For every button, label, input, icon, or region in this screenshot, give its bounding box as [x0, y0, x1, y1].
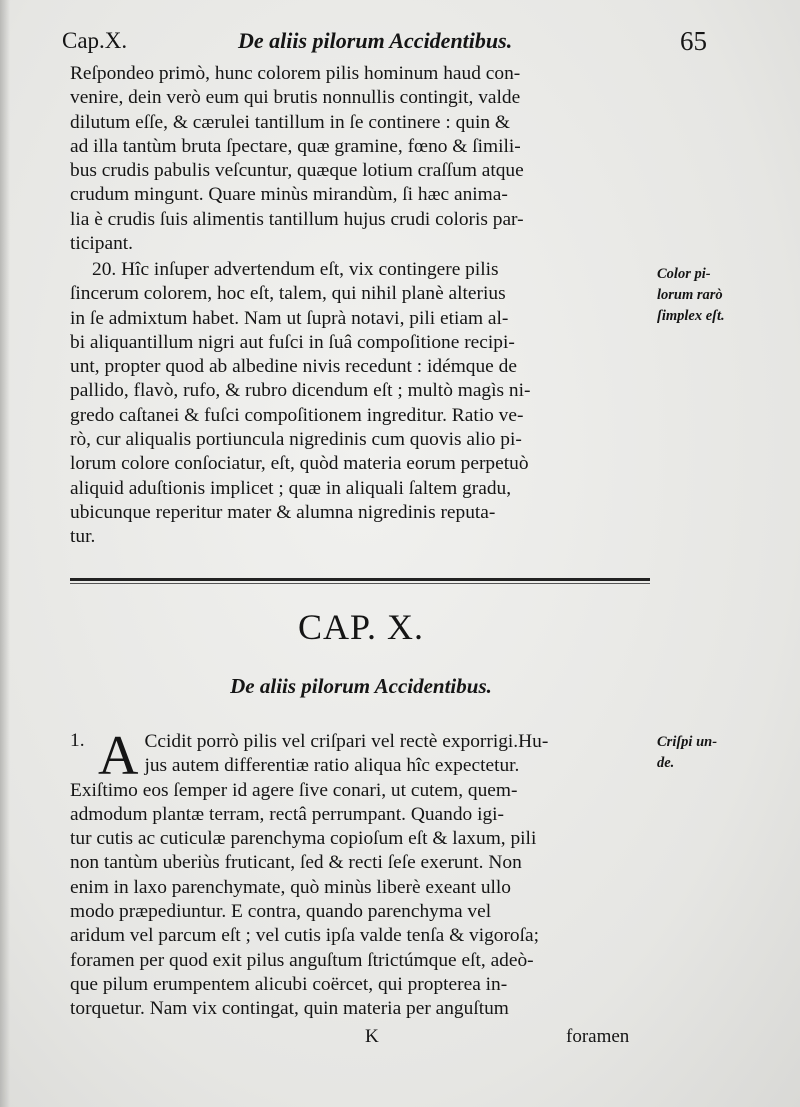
- text-line: bi aliquantillum nigri aut fuſci in ſuâ compoſitione recipi-: [70, 331, 515, 353]
- margin-note-line: lorum rarò: [657, 287, 723, 303]
- margin-note-line: Criſpi un-: [657, 734, 718, 750]
- text-line: ſincerum colorem, hoc eſt, talem, qui nihil planè alterius: [70, 283, 506, 305]
- text-line: Reſpondeo primò, hunc colorem pilis hominum haud con-: [70, 63, 521, 84]
- page-edge-shadow: [0, 0, 10, 1107]
- text-line: bus crudis pabulis veſcuntur, quæque lotium craſſum atque: [70, 160, 524, 182]
- text-line: 20. Hîc inſuper advertendum eſt, vix contingere pilis: [92, 259, 499, 280]
- text-line: aridum vel parcum eſt ; vel cutis ipſa valde tenſa & vigoroſa;: [70, 925, 540, 947]
- drop-cap: A: [98, 725, 139, 787]
- margin-note-color: [657, 264, 757, 327]
- text-line: in ſe admixtum habet. Nam ut ſuprà notavi, pili etiam al-: [70, 307, 509, 329]
- text-line: dilutum eſſe, & cærulei tantillum in ſe continere : quin &: [70, 111, 510, 133]
- text-line: tur.: [70, 526, 96, 548]
- paragraph-number: 1.: [70, 730, 85, 751]
- text-line: ad illa tantùm bruta ſpectare, quæ gramine, fœno & ſimili-: [70, 135, 521, 157]
- text-line: admodum plantæ terram, rectâ perrumpant. Quando igi-: [70, 803, 504, 825]
- paragraph-1: [70, 62, 652, 256]
- margin-note-crispi: [657, 732, 757, 774]
- text-line: torquetur. Nam vix contingat, quin materia per anguſtum: [70, 998, 509, 1020]
- paragraph-3: [70, 725, 652, 1022]
- text-line: gredo caſtanei & fuſci compoſitionem ingreditur. Ratio ve-: [70, 404, 524, 426]
- chapter-subtitle: De aliis pilorum Accidentibus.: [230, 674, 492, 698]
- text-line: foramen per quod exit pilus anguſtum ſtrictúmque eſt, adeò-: [70, 949, 534, 971]
- text-line: pallido, flavò, rufo, & rubro dicendum eſt ; multò magìs ni-: [70, 380, 531, 402]
- section-rule-thin: [70, 583, 650, 584]
- header-title: De aliis pilorum Accidentibus.: [238, 28, 513, 53]
- paragraph-2: [70, 258, 652, 550]
- text-line: crudum mingunt. Quare minùs mirandùm, ſi hæc anima-: [70, 184, 508, 206]
- running-header: [62, 26, 722, 58]
- text-line: aliquid aduſtionis implicet ; quæ in aliquali ſaltem gradu,: [70, 477, 512, 499]
- text-line: modo præpediuntur. E contra, quando parenchyma vel: [70, 901, 492, 923]
- chapter-title: CAP. X.: [297, 607, 425, 647]
- text-line: enim in laxo parenchymate, quò minùs liberè exeant ullo: [70, 876, 512, 898]
- text-line: unt, propter quod ab albedine nivis recedunt : idémque de: [70, 356, 517, 378]
- text-line: tur cutis ac cuticulæ parenchyma copioſum eſt & laxum, pili: [70, 828, 537, 850]
- text-line: lia è crudis ſuis alimentis tantillum hujus crudi coloris par-: [70, 208, 524, 230]
- text-line: jus autem differentiæ ratio aliqua hîc expectetur.: [144, 755, 520, 777]
- margin-note-line: ſimplex eſt.: [657, 308, 725, 324]
- header-chapter: Cap.X.: [62, 28, 128, 53]
- margin-note-line: Color pi-: [657, 266, 711, 282]
- margin-note-line: de.: [657, 755, 675, 771]
- text-line: rò, cur aliqualis portiuncula nigredinis cum quovis alio pi-: [70, 429, 522, 451]
- text-line: lorum colore conſociatur, eſt, quòd materia eorum perpetuò: [70, 453, 529, 475]
- page-number: 65: [680, 26, 707, 56]
- signature-mark: K: [365, 1026, 379, 1047]
- text-line: ticipant.: [70, 233, 134, 255]
- catchword: foramen: [566, 1026, 630, 1047]
- text-line: non tantùm uberiùs fruticant, ſed & recti ſeſe exerunt. Non: [70, 852, 522, 874]
- text-line: venire, dein verò eum qui brutis nonnullis contingit, valde: [70, 87, 521, 109]
- text-line: Ccidit porrò pilis vel criſpari vel rectè exporrigi.Hu-: [144, 731, 549, 752]
- text-line: que pilum erumpentem alicubi coërcet, qui propterea in-: [70, 973, 508, 995]
- section-rule: [70, 578, 650, 581]
- text-line: Exiſtimo eos ſemper id agere ſive conari, ut cutem, quem-: [70, 779, 518, 801]
- text-line: ubicunque reperitur mater & alumna nigredinis reputa-: [70, 501, 496, 523]
